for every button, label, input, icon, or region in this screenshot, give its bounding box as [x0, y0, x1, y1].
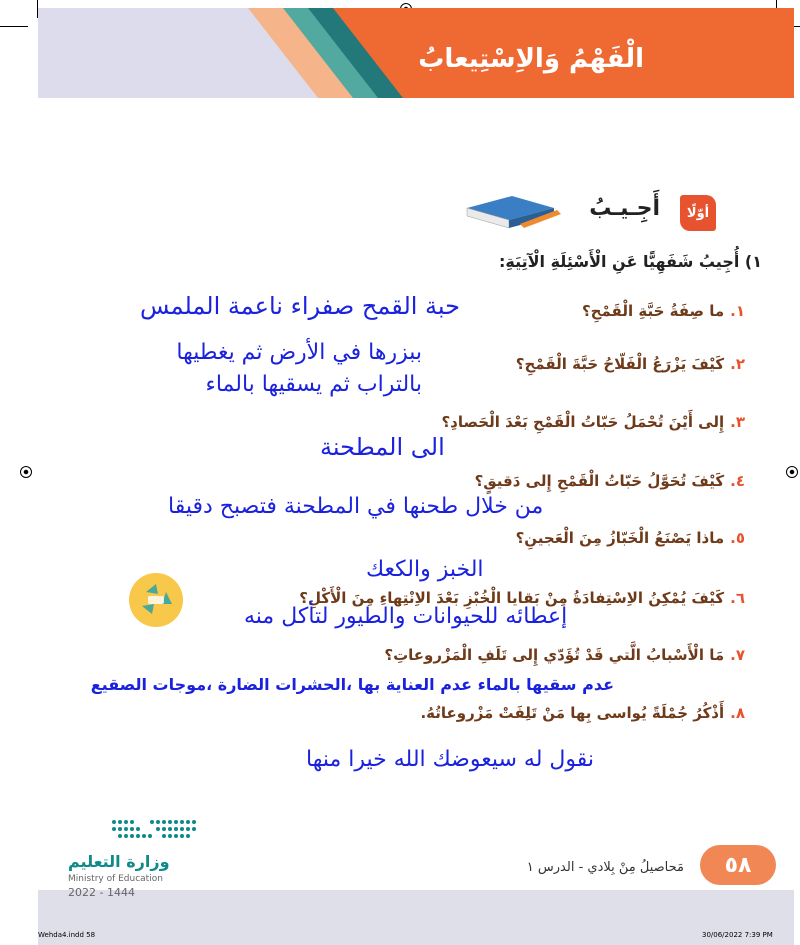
question-number: ٥. — [730, 529, 745, 547]
question-text: مَا الْأَسْبابُ الَّتي قَدْ تُؤَدّي إِلى تَلَفِ الْمَزْروعاتِ؟ — [384, 646, 725, 664]
question-text: كَيْفَ يُمْكِنُ الاِسْتِفادَةُ مِنْ بَقايا الْخُبْزِ بَعْدَ الاِنْتِهاءِ مِنَ الْأَكْلِ؟ — [299, 589, 725, 607]
crop-mark — [0, 26, 28, 27]
answer-7: عدم سقيها بالماء عدم العناية بها ،الحشرات الضارة ،موجات الصقيع — [90, 675, 614, 694]
question-3 — [441, 413, 745, 431]
question-text: كَيْفَ يَزْرَعُ الْفَلّاحُ حَبَّةَ الْقَمْحِ؟ — [515, 355, 725, 373]
question-text: إِلى أَيْنَ تُحْمَلُ حَبّاتُ الْقَمْحِ بَعْدَ الْحَصادِ؟ — [441, 413, 725, 431]
answer-8: نقول له سيعوضك الله خيرا منها — [306, 747, 594, 772]
question-number: ٣. — [730, 413, 745, 431]
question-number: ١. — [730, 302, 745, 320]
ministry-logo-icon — [108, 816, 203, 850]
question-5 — [516, 529, 745, 547]
question-text: ماذا يَصْنَعُ الْخَبّازُ مِنَ الْعَجينِ؟ — [515, 529, 725, 547]
print-date-info: 30/06/2022 7:39 PM — [702, 931, 773, 939]
answer-3: الى المطحنة — [320, 433, 445, 461]
question-8 — [420, 704, 745, 722]
registration-mark-icon — [20, 466, 32, 478]
ministry-name-arabic: وزارة التعليم — [68, 852, 170, 871]
answer-6: إعطائه للحيوانات والطيور لتأكل منه — [244, 604, 568, 629]
answer-1: حبة القمح صفراء ناعمة الملمس — [140, 292, 460, 320]
question-1 — [582, 302, 745, 320]
page-title: الْفَهْمُ وَالاِسْتِيعابُ — [418, 44, 644, 74]
print-file-info: Wehda4.indd 58 — [38, 931, 96, 939]
answer-2-line-1: ببزرها في الأرض ثم يغطيها — [176, 340, 422, 365]
question-number: ٨. — [730, 704, 745, 722]
section-badge: أوّلًا — [680, 195, 716, 231]
lesson-label: مَحاصيلُ مِنْ بِلادي - الدرس ١ — [526, 860, 684, 875]
header-banner — [38, 8, 794, 98]
question-number: ٢. — [730, 355, 745, 373]
page-number: ٥٨ — [700, 845, 776, 885]
registration-mark-icon — [786, 466, 798, 478]
edition-year: 2022 - 1444 — [68, 886, 135, 899]
recycle-icon — [128, 572, 184, 628]
answer-2-line-2: بالتراب ثم يسقيها بالماء — [205, 372, 422, 397]
question-2 — [516, 355, 745, 373]
ministry-name-english: Ministry of Education — [68, 874, 163, 884]
question-7 — [384, 646, 745, 664]
question-text: ما صِفَةُ حَبَّةِ الْقَمْحِ؟ — [581, 302, 725, 320]
question-number: ٤. — [730, 472, 745, 490]
answer-4: من خلال طحنها في المطحنة فتصبح دقيقا — [168, 494, 544, 519]
question-text: كَيْفَ تُحَوَّلُ حَبّاتُ الْقَمْحِ إِلى دَقيقٍ؟ — [474, 472, 725, 490]
instruction-text: ١) أُجِيبُ شَفَهِيًّا عَنِ الْأَسْئِلَةِ الْآتِيَةِ: — [498, 252, 762, 271]
book-pencil-icon — [462, 188, 562, 232]
section-title: أَجِـيـبُ — [589, 196, 660, 221]
question-number: ٦. — [730, 589, 745, 607]
question-number: ٧. — [730, 646, 745, 664]
banner-stripes — [38, 8, 794, 98]
answer-5: الخبز والكعك — [366, 557, 484, 582]
question-4 — [475, 472, 745, 490]
question-text: أَذْكُرُ جُمْلَةً يُواسى بِها مَنْ تَلِفَتْ مَزْروعاتُهُ. — [420, 704, 725, 722]
footer-band — [38, 890, 794, 945]
